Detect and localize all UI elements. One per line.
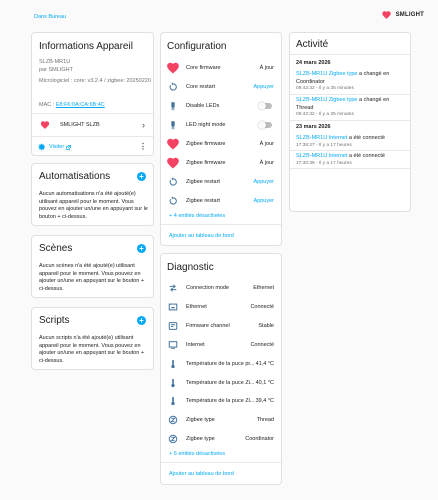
activity-card bbox=[289, 32, 411, 212]
entity-row[interactable] bbox=[161, 282, 281, 294]
zigbee-icon bbox=[168, 434, 178, 444]
entity-state: 41,4 °C bbox=[255, 360, 274, 367]
entity-label: Température de la puce Zi... bbox=[186, 379, 255, 386]
entity-row[interactable] bbox=[161, 339, 281, 351]
mac-label: MAC : bbox=[39, 102, 56, 108]
diagnostic-title: Diagnostic bbox=[167, 262, 214, 273]
heart-icon bbox=[166, 137, 180, 151]
ethernet-icon bbox=[168, 302, 178, 312]
channel-icon bbox=[168, 321, 178, 331]
entity-row[interactable] bbox=[161, 119, 281, 131]
restart-icon bbox=[168, 177, 178, 187]
toggle-switch[interactable] bbox=[259, 122, 272, 128]
add-automation-button[interactable]: + bbox=[137, 172, 146, 181]
activity-time: 17:38:27 - Il y a 17 heures bbox=[296, 142, 352, 148]
press-button[interactable]: Appuyer bbox=[253, 198, 274, 204]
diag-disabled-entities-link[interactable]: + 6 entités désactivées bbox=[169, 451, 226, 457]
add-script-button[interactable]: + bbox=[137, 316, 146, 325]
entity-state: Ethernet bbox=[253, 285, 274, 291]
activity-time: 09:42:32 - Il y a 35 minutes bbox=[296, 112, 354, 118]
entity-row[interactable] bbox=[161, 176, 281, 188]
activity-entry bbox=[296, 135, 406, 149]
entity-state: Thread bbox=[256, 417, 274, 424]
divider bbox=[290, 168, 410, 169]
entity-state: 40,1 °C bbox=[255, 379, 274, 386]
activity-text: a changé en Coordinator bbox=[296, 71, 390, 85]
entity-label: Core restart bbox=[186, 84, 216, 90]
entity-row[interactable] bbox=[161, 377, 281, 389]
brand-heart-icon bbox=[381, 10, 392, 20]
gear-icon[interactable] bbox=[38, 143, 46, 151]
connection-icon bbox=[168, 283, 178, 293]
led-icon bbox=[168, 120, 178, 130]
activity-date: 23 mars 2026 bbox=[296, 124, 331, 130]
activity-entry bbox=[296, 97, 406, 119]
thermometer-icon bbox=[168, 359, 178, 369]
entity-label: Température de la puce pr... bbox=[186, 360, 255, 367]
entity-label: Disable LEDs bbox=[186, 103, 220, 109]
activity-entity-link[interactable]: SLZB-MR1U Zigbee type bbox=[296, 97, 358, 103]
scripts-empty-text: Aucun scripts n'a été ajouté(e) utilisant appareil pour le moment. Vous pouvez en ajouter un/une en appuyant sur le bouton + ci-dessus. bbox=[39, 335, 145, 364]
entity-label: Internet bbox=[186, 341, 205, 348]
entity-state: Connecté bbox=[250, 341, 274, 348]
configuration-title: Configuration bbox=[167, 41, 227, 52]
device-info-card bbox=[31, 32, 154, 156]
entity-row[interactable] bbox=[161, 433, 281, 445]
configuration-card bbox=[160, 32, 282, 246]
activity-text: a été connecté bbox=[347, 135, 385, 141]
add-scene-button[interactable]: + bbox=[137, 244, 146, 253]
entity-row[interactable] bbox=[161, 320, 281, 332]
brand-name: SMLIGHT bbox=[395, 12, 424, 18]
press-button[interactable]: Appuyer bbox=[253, 179, 274, 185]
divider bbox=[32, 113, 153, 114]
entity-state: 39,4 °C bbox=[255, 398, 274, 405]
activity-entity-link[interactable]: SLZB-MR1U Internet bbox=[296, 135, 348, 141]
press-button[interactable]: Appuyer bbox=[253, 84, 274, 90]
device-link-row[interactable] bbox=[32, 117, 153, 133]
entity-label: Zigbee restart bbox=[186, 198, 220, 204]
thermometer-icon bbox=[168, 378, 178, 388]
thermometer-icon bbox=[168, 396, 178, 406]
entity-label: Ethernet bbox=[186, 303, 207, 310]
device-firmware: Micrologiciel : core: v3.2.4 / zigbee: 20250220 bbox=[39, 78, 151, 84]
entity-row[interactable] bbox=[161, 138, 281, 150]
diag-add-to-dashboard-button[interactable]: Ajouter au tableau de bord bbox=[169, 471, 234, 477]
zigbee-icon bbox=[168, 415, 178, 425]
automations-title: Automatisations bbox=[39, 171, 111, 182]
entity-row[interactable] bbox=[161, 157, 281, 169]
restart-icon bbox=[168, 82, 178, 92]
scenes-card bbox=[31, 235, 154, 298]
entity-row[interactable] bbox=[161, 395, 281, 407]
external-link-icon bbox=[66, 145, 71, 150]
divider bbox=[290, 94, 410, 95]
activity-text: a été connecté bbox=[347, 153, 385, 159]
mac-value[interactable]: E8:F6:0A:CA:6B:4C bbox=[55, 102, 105, 108]
chevron-right-icon: › bbox=[142, 120, 145, 130]
entity-state: À jour bbox=[259, 141, 274, 147]
divider bbox=[290, 120, 410, 121]
entity-row[interactable] bbox=[161, 358, 281, 370]
toggle-switch[interactable] bbox=[259, 103, 272, 109]
restart-icon bbox=[168, 196, 178, 206]
device-name: SMLIGHT SLZB bbox=[60, 122, 100, 128]
entity-row[interactable] bbox=[161, 414, 281, 426]
heart-icon bbox=[166, 156, 180, 170]
scenes-empty-text: Aucun scènes n'a été ajouté(e) utilisant appareil pour le moment. Vous pouvez en ajouter un/une en appuyant sur le bouton + ci-dessus. bbox=[39, 263, 145, 292]
activity-entity-link[interactable]: SLZB-MR1U Zigbee type bbox=[296, 71, 358, 77]
divider bbox=[161, 462, 281, 463]
entity-label: Core firmware bbox=[186, 65, 221, 71]
activity-date: 24 mars 2026 bbox=[296, 60, 331, 66]
entity-row[interactable] bbox=[161, 301, 281, 313]
entity-state: Coordinator bbox=[245, 436, 274, 443]
entity-label: LED night mode bbox=[186, 122, 226, 128]
led-icon bbox=[168, 101, 178, 111]
scripts-card bbox=[31, 307, 154, 370]
activity-entry bbox=[296, 153, 406, 167]
entity-label: Température de la puce Zi... bbox=[186, 398, 255, 405]
scripts-title: Scripts bbox=[39, 315, 70, 326]
entity-row[interactable] bbox=[161, 100, 281, 112]
activity-entry bbox=[296, 71, 406, 93]
activity-time: 17:30:38 - Il y a 17 heures bbox=[296, 160, 352, 166]
device-manufacturer: par SMLIGHT bbox=[39, 67, 73, 73]
entity-label: Connection mode bbox=[186, 285, 230, 291]
visit-button[interactable]: Visiter bbox=[49, 144, 65, 150]
entity-label: Zigbee restart bbox=[186, 179, 220, 185]
automations-empty-text: Aucun automatisations n'a été ajouté(e) utilisant appareil pour le moment. Vous pouvez en ajouter un/une en appuyant sur le bouton + ci-dessus. bbox=[39, 191, 148, 220]
automations-card bbox=[31, 163, 154, 226]
device-mac bbox=[39, 102, 105, 108]
config-disabled-entities-link[interactable]: + 4 entités désactivées bbox=[169, 213, 226, 219]
activity-entity-link[interactable]: SLZB-MR1U Internet bbox=[296, 153, 348, 159]
activity-time: 09:42:32 - Il y a 35 minutes bbox=[296, 86, 354, 92]
device-model: SLZB-MR1U bbox=[39, 59, 71, 65]
internet-icon bbox=[168, 340, 178, 350]
device-actions bbox=[32, 141, 153, 153]
more-menu-icon[interactable]: ⋮ bbox=[139, 142, 147, 151]
entity-label: Zigbee firmware bbox=[186, 141, 226, 147]
divider bbox=[161, 224, 281, 225]
diagnostic-card bbox=[160, 253, 282, 485]
entity-label: Zigbee type bbox=[186, 417, 215, 424]
config-add-to-dashboard-button[interactable]: Ajouter au tableau de bord bbox=[169, 233, 234, 239]
entity-state: À jour bbox=[259, 160, 274, 166]
scenes-title: Scènes bbox=[39, 243, 73, 254]
device-info-title: Informations Appareil bbox=[39, 41, 133, 52]
entity-label: Zigbee firmware bbox=[186, 160, 226, 166]
top-bar bbox=[0, 0, 438, 30]
entity-label: Zigbee type bbox=[186, 436, 215, 443]
entity-row[interactable] bbox=[161, 195, 281, 207]
divider bbox=[290, 54, 410, 55]
brand bbox=[381, 10, 424, 20]
divider bbox=[32, 136, 153, 137]
activity-text: a changé en Thread bbox=[296, 97, 390, 111]
heart-icon bbox=[166, 61, 180, 75]
divider bbox=[290, 150, 410, 151]
heart-icon bbox=[40, 120, 50, 130]
entity-state: Stable bbox=[258, 322, 274, 329]
entity-row[interactable] bbox=[161, 81, 281, 93]
entity-state: Connecté bbox=[250, 303, 274, 310]
entity-row[interactable] bbox=[161, 62, 281, 74]
breadcrumb-link[interactable]: Dans Bureau bbox=[34, 14, 67, 20]
entity-state: À jour bbox=[259, 65, 274, 71]
entity-label: Firmware channel bbox=[186, 322, 230, 329]
activity-title: Activité bbox=[296, 39, 329, 50]
